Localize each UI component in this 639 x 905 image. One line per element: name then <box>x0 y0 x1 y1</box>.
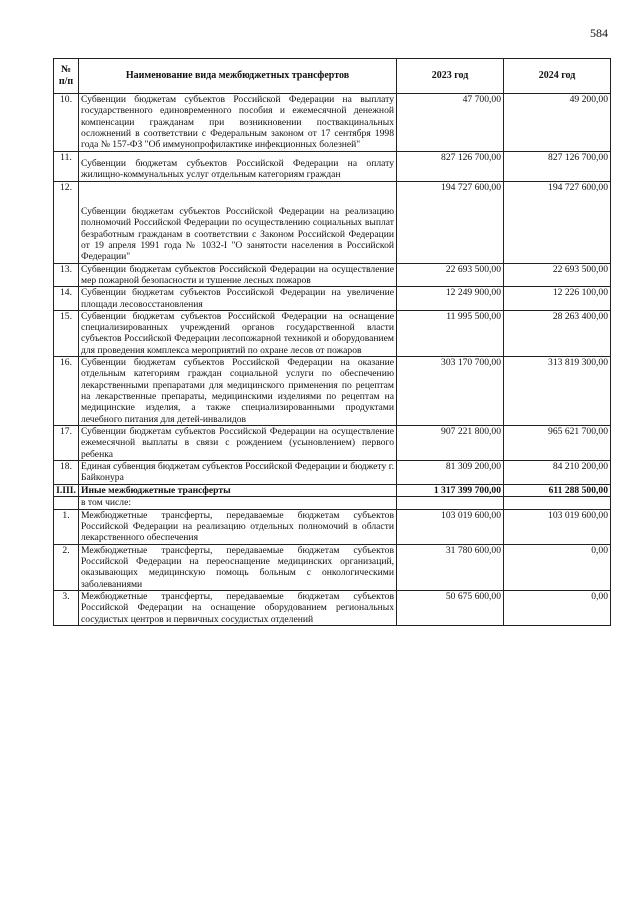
table-row <box>54 310 611 356</box>
table-header-row <box>54 59 611 94</box>
row-amount-2023: 103 019 600,00 <box>397 509 504 544</box>
row-amount-2024: 0,00 <box>504 544 611 590</box>
row-amount-2023: 22 693 500,00 <box>397 263 504 287</box>
row-name: Межбюджетные трансферты, передаваемые бюджетам субъектов Российской Федерации на реализацию отдельных полномочий в области лекарственного обеспечения <box>79 509 397 544</box>
table-row <box>54 425 611 460</box>
row-amount-2024: 22 693 500,00 <box>504 263 611 287</box>
row-amount-2024: 827 126 700,00 <box>504 151 611 181</box>
row-number: 17. <box>54 425 79 460</box>
row-amount-2023: 827 126 700,00 <box>397 151 504 181</box>
section-name: Иные межбюджетные трансферты <box>79 484 397 496</box>
row-number: 12. <box>54 181 79 263</box>
row-amount-2024: 49 200,00 <box>504 94 611 152</box>
row-amount-2023: 47 700,00 <box>397 94 504 152</box>
table-row <box>54 460 611 484</box>
row-name: Субвенции бюджетам субъектов Российской Федерации на увеличение площади лесовосстановления <box>79 287 397 311</box>
row-amount-2023: 31 780 600,00 <box>397 544 504 590</box>
header-2023: 2023 год <box>397 59 504 94</box>
row-amount-2024: 965 621 700,00 <box>504 425 611 460</box>
row-number: 11. <box>54 151 79 181</box>
row-name: Субвенции бюджетам субъектов Российской Федерации на выплату государственного единовременного пособия и ежемесячной денежной компенсации гражданам при возникновении поствакцинальных осложнений в соответствии с Федеральным законом от 17 сентября 1998 года № 157-ФЗ "Об иммунопрофилактике инфекционных болезней" <box>79 94 397 152</box>
row-number: 2. <box>54 544 79 590</box>
row-number: 15. <box>54 310 79 356</box>
section-amount-2024: 611 288 500,00 <box>504 484 611 496</box>
row-name: Субвенции бюджетам субъектов Российской Федерации на реализацию полномочий Российской Федерации по осуществлению социальных выплат безработным гражданам в соответствии с Законом Российской Федерации от 19 апреля 1991 года № 1032-I "О занятости населения в Российской Федерации" <box>79 181 397 263</box>
row-number: 13. <box>54 263 79 287</box>
row-amount-2023: 12 249 900,00 <box>397 287 504 311</box>
row-amount-2024: 84 210 200,00 <box>504 460 611 484</box>
row-number: 10. <box>54 94 79 152</box>
table-row <box>54 509 611 544</box>
table-row <box>54 287 611 311</box>
page-number: 584 <box>590 26 608 40</box>
row-amount-2023: 303 170 700,00 <box>397 357 504 426</box>
including-note-row <box>54 496 611 509</box>
row-name: Субвенции бюджетам субъектов Российской Федерации на оснащение специализированных учреждений органов государственной власти субъектов Российской Федерации лесопожарной техникой и оборудованием для проведения комплекса мероприятий по охране лесов от пожаров <box>79 310 397 356</box>
row-amount-2023: 11 995 500,00 <box>397 310 504 356</box>
row-name: Субвенции бюджетам субъектов Российской Федерации на оплату жилищно-коммунальных услуг отдельным категориям граждан <box>79 151 397 181</box>
row-number: 3. <box>54 591 79 626</box>
row-name: Межбюджетные трансферты, передаваемые бюджетам субъектов Российской Федерации на переоснащение медицинских организаций, оказывающих медицинскую помощь больным с онкологическими заболеваниями <box>79 544 397 590</box>
row-name: Межбюджетные трансферты, передаваемые бюджетам субъектов Российской Федерации на оснащение оборудованием региональных сосудистых центров и первичных сосудистых отделений <box>79 591 397 626</box>
header-name: Наименование вида межбюджетных трансфертов <box>79 59 397 94</box>
row-name: Субвенции бюджетам субъектов Российской Федерации на осуществление мер пожарной безопасности и тушение лесных пожаров <box>79 263 397 287</box>
row-number: 1. <box>54 509 79 544</box>
row-amount-2024: 0,00 <box>504 591 611 626</box>
row-number: 16. <box>54 357 79 426</box>
row-amount-2023: 81 309 200,00 <box>397 460 504 484</box>
table-row <box>54 263 611 287</box>
row-amount-2023: 50 675 600,00 <box>397 591 504 626</box>
row-name: Субвенции бюджетам субъектов Российской Федерации на оказание отдельным категориям граждан социальной услуги по обеспечению лекарственными препаратами для медицинского применения по рецептам на лекарственные препараты, медицинскими изделиями по рецептам на медицинские изделия, а также специализированными продуктами лечебного питания для детей-инвалидов <box>79 357 397 426</box>
table-row <box>54 94 611 152</box>
row-amount-2024: 313 819 300,00 <box>504 357 611 426</box>
row-name: Единая субвенция бюджетам субъектов Российской Федерации и бюджету г. Байконура <box>79 460 397 484</box>
row-amount-2024: 28 263 400,00 <box>504 310 611 356</box>
section-number: I.III. <box>54 484 79 496</box>
row-amount-2023: 907 221 800,00 <box>397 425 504 460</box>
row-amount-2024: 103 019 600,00 <box>504 509 611 544</box>
row-number: 14. <box>54 287 79 311</box>
row-name: Субвенции бюджетам субъектов Российской Федерации на осуществление ежемесячной выплаты в связи с рождением (усыновлением) первого ребенка <box>79 425 397 460</box>
header-num: № п/п <box>54 59 79 94</box>
row-amount-2024: 12 226 100,00 <box>504 287 611 311</box>
header-2024: 2024 год <box>504 59 611 94</box>
table-row <box>54 181 611 263</box>
section-total-row <box>54 484 611 496</box>
table-row <box>54 544 611 590</box>
transfers-table <box>53 58 611 626</box>
table-row <box>54 357 611 426</box>
row-number: 18. <box>54 460 79 484</box>
section-amount-2023: 1 317 399 700,00 <box>397 484 504 496</box>
including-note: в том числе: <box>79 496 397 509</box>
table-row <box>54 151 611 181</box>
row-amount-2024: 194 727 600,00 <box>504 181 611 263</box>
table-row <box>54 591 611 626</box>
row-amount-2023: 194 727 600,00 <box>397 181 504 263</box>
